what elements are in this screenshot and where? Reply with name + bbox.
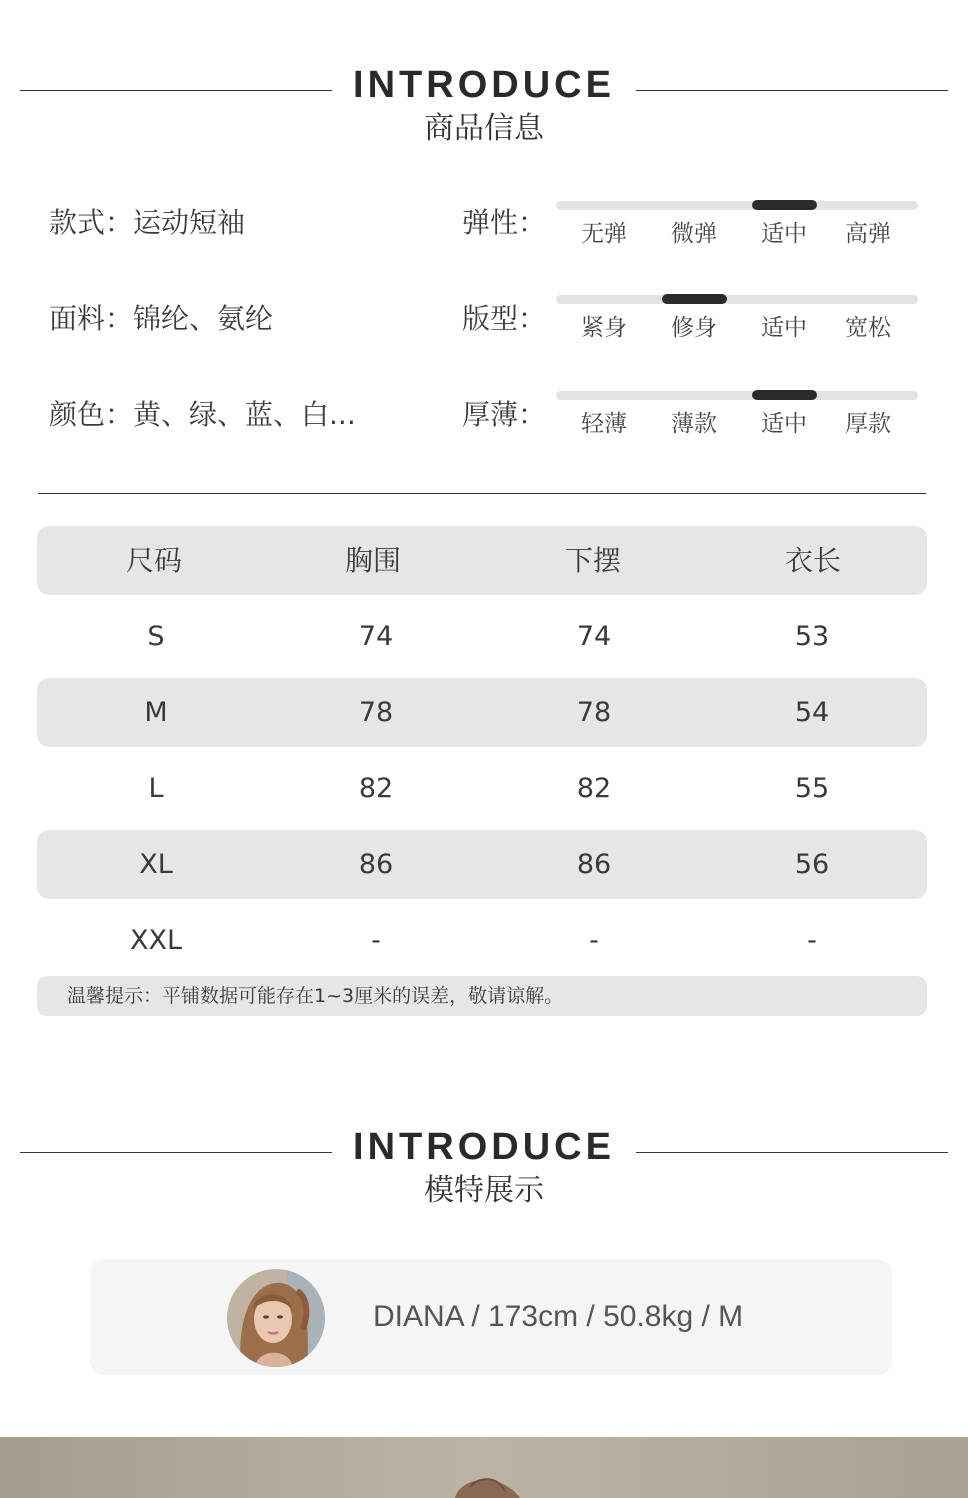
table-cell: 82 xyxy=(576,773,612,804)
scale-option: 宽松 xyxy=(845,315,891,341)
scale-elasticity xyxy=(556,201,918,251)
model-card xyxy=(90,1259,892,1375)
scale-label-fit: 版型： xyxy=(462,302,547,335)
table-cell: L xyxy=(148,773,164,804)
table-cell: - xyxy=(589,925,599,956)
table-cell: 55 xyxy=(794,773,830,804)
scale-option: 无弹 xyxy=(581,221,627,247)
scale-indicator xyxy=(752,200,817,210)
attr-color xyxy=(49,397,356,433)
attr-fabric xyxy=(49,301,273,337)
table-cell: 78 xyxy=(358,697,394,728)
table-row xyxy=(37,906,927,975)
scale-option: 适中 xyxy=(761,221,807,247)
scale-label-thickness: 厚薄： xyxy=(462,398,547,431)
attr-key: 颜色： xyxy=(49,398,134,431)
table-header-cell: 下摆 xyxy=(564,544,621,577)
table-row xyxy=(37,602,927,671)
model-portrait-image xyxy=(227,1269,325,1367)
scale-option: 修身 xyxy=(671,315,717,341)
table-cell: M xyxy=(144,697,168,728)
section-title-cn: 模特展示 xyxy=(424,1173,544,1208)
product-photo-image xyxy=(0,1437,968,1498)
attr-value: 锦纶、氨纶 xyxy=(133,302,274,335)
table-cell: - xyxy=(807,925,817,956)
scale-indicator xyxy=(752,390,817,400)
section-title-en: INTRODUCE xyxy=(353,1126,615,1168)
scale-track xyxy=(556,391,918,400)
table-cell: - xyxy=(371,925,381,956)
scale-option: 适中 xyxy=(761,411,807,437)
section-header-model xyxy=(0,1125,968,1225)
scale-thickness xyxy=(556,391,918,441)
table-cell: XXL xyxy=(129,925,183,956)
table-cell: 74 xyxy=(358,621,394,652)
table-cell: 74 xyxy=(576,621,612,652)
table-cell: XL xyxy=(139,849,173,880)
model-avatar xyxy=(227,1269,325,1367)
attr-value: 运动短袖 xyxy=(133,206,246,239)
table-row xyxy=(37,830,927,899)
table-row xyxy=(37,754,927,823)
scale-indicator xyxy=(662,294,727,304)
attr-style xyxy=(49,205,245,241)
size-table xyxy=(37,526,927,982)
section-header-product-info xyxy=(0,63,968,163)
scale-option: 厚款 xyxy=(845,411,891,437)
scale-option: 轻薄 xyxy=(581,411,627,437)
attr-key: 款式： xyxy=(49,206,134,239)
scale-option: 薄款 xyxy=(671,411,717,437)
table-header-cell: 胸围 xyxy=(344,544,401,577)
table-cell: S xyxy=(147,621,165,652)
model-info: DIANA / 173cm / 50.8kg / M xyxy=(373,1300,744,1333)
scale-option: 紧身 xyxy=(581,315,627,341)
table-header-row xyxy=(37,526,927,595)
scale-track xyxy=(556,295,918,304)
table-cell: 78 xyxy=(576,697,612,728)
table-cell: 86 xyxy=(358,849,394,880)
table-cell: 54 xyxy=(794,697,830,728)
table-cell: 56 xyxy=(794,849,830,880)
divider xyxy=(38,493,926,494)
table-cell: 86 xyxy=(576,849,612,880)
table-cell: 53 xyxy=(794,621,830,652)
scale-option: 微弹 xyxy=(671,221,717,247)
table-header-cell: 尺码 xyxy=(125,544,182,577)
table-header-cell: 衣长 xyxy=(784,544,841,577)
attr-value: 黄、绿、蓝、白... xyxy=(133,398,356,431)
scale-label-elasticity: 弹性： xyxy=(462,206,547,239)
measurement-tip: 温馨提示：平铺数据可能存在1~3厘米的误差，敬请谅解。 xyxy=(37,976,927,1016)
section-title-en: INTRODUCE xyxy=(353,64,615,106)
scale-fit xyxy=(556,295,918,345)
scale-option: 适中 xyxy=(761,315,807,341)
scale-option: 高弹 xyxy=(845,221,891,247)
table-row xyxy=(37,678,927,747)
section-title-cn: 商品信息 xyxy=(424,111,544,146)
attr-key: 面料： xyxy=(49,302,134,335)
product-photo xyxy=(0,1437,968,1498)
scale-track xyxy=(556,201,918,210)
table-cell: 82 xyxy=(358,773,394,804)
